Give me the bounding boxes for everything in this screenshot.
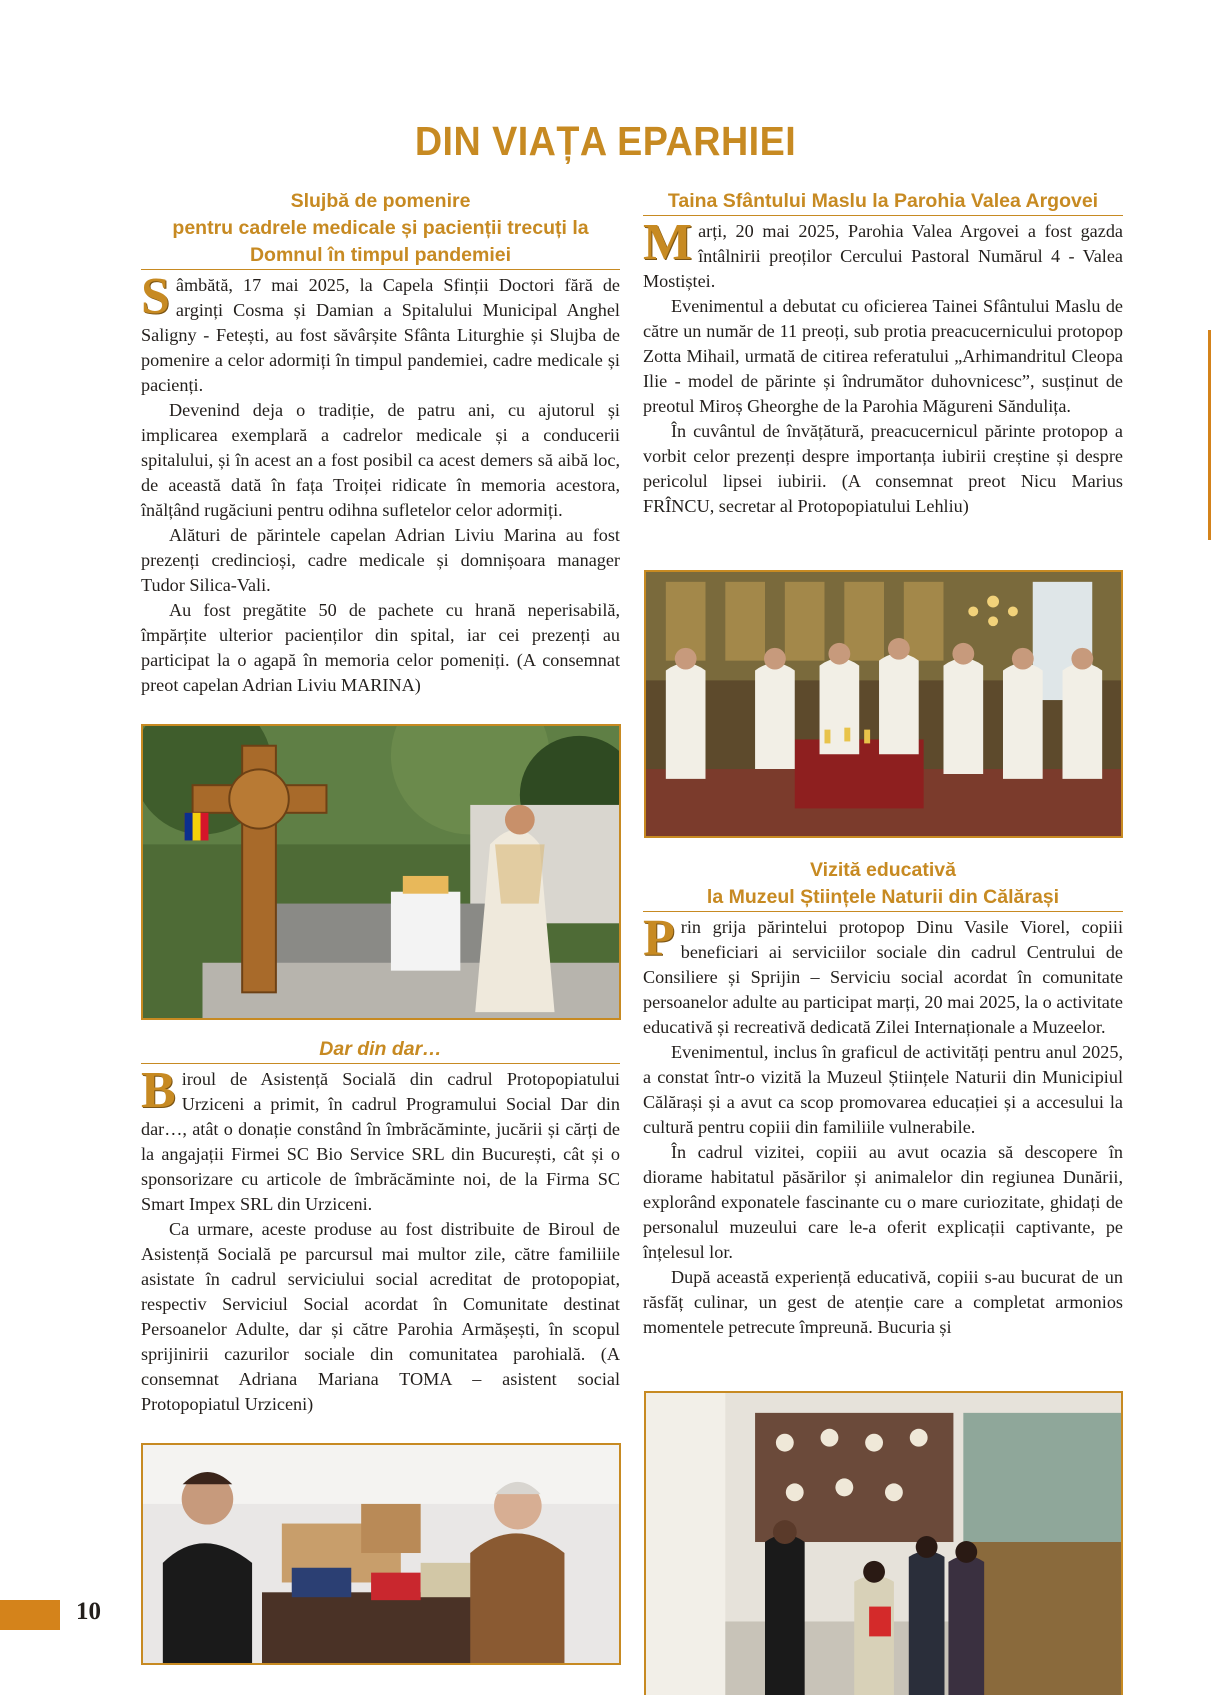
- paragraph: Au fost pregătite 50 de pachete cu hrană neperisabilă, împărțite ulterior pacienților din spital, iar cei prezenți au participat la o agapă în memoria celor pomeniți. (A consemnat preot capelan Adrian Liviu MARINA): [141, 600, 620, 695]
- paragraph: În cadrul vizitei, copiii au avut ocazia să descopere în diorame habitatul păsărilor și animalelor din regiunea Dunării, explorând exponatele fascinante cu o mare curiozitate, ghidați de personalul muzeului care le-a oferit explicații captivante, pe înțelesul lor.: [643, 1142, 1123, 1262]
- title-line: Slujbă de pomenire: [290, 190, 471, 212]
- dropcap: S: [141, 268, 170, 325]
- article-taina-title: Taina Sfântului Maslu la Parohia Valea Argovei: [643, 188, 1123, 216]
- paragraph: După această experiență educativă, copiii s-au bucurat de un răsfăț culinar, un gest de atenție care a completat armonios momentele petrecute împreună. Bucuria și: [643, 1267, 1123, 1337]
- paragraph: Evenimentul a debutat cu oficierea Tainei Sfântului Maslu de către un număr de 11 preoți, sub protia preacucernicului protopop Zotta Mihail, urmată de citirea referatului „Arhimandritul Cleopa Ilie - model de părinte și îndrumător duhovnicesc”, susținut de preotul Miroș Gheorghe de la Parohia Măgureni Săndulița.: [643, 296, 1123, 416]
- paragraph: âmbătă, 17 mai 2025, la Capela Sfinții Doctori fără de arginți Cosma și Damian a Spitalului Municipal Anghel Saligny - Fetești, au fost săvârșite Sfânta Liturghie și Slujba de pomenire a celor adormiți în timpul pandemiei, cadre medicale și pacienți.: [141, 275, 620, 395]
- article-dar-title: Dar din dar…: [141, 1036, 620, 1064]
- dropcap: P: [643, 910, 675, 967]
- paragraph: Alături de părintele capelan Adrian Liviu Marina au fost prezenți credincioși, cadre medicale și domnișoara manager Tudor Silica-Vali.: [141, 525, 620, 595]
- page-title: DIN VIAȚA EPARHIEI: [414, 118, 797, 164]
- title-line: la Muzeul Științele Naturii din Călărași: [706, 886, 1060, 908]
- title-line: pentru cadrele medicale și pacienții trecuți la: [172, 217, 589, 239]
- paragraph: Ca urmare, aceste produse au fost distribuite de Biroul de Asistență Socială pe parcursul mai multor zile, către familiile asistate în cadrul serviciului social acreditat de protopopiat, respectiv Serviciul Social acordat în Comunitate destinat Persoanelor Adulte, dar și către Parohia Armășești, în scopul sprijinirii cazurilor sociale din comunitatea parohială. (A consemnat Adriana Mariana TOMA – asistent social Protopopiatul Urziceni): [141, 1219, 620, 1414]
- photo-muzeu: [644, 1391, 1123, 1695]
- article-taina: [643, 188, 1123, 519]
- article-dar-body: [141, 1062, 620, 1417]
- photo-donatie: [141, 1443, 621, 1665]
- article-vizita-body: [643, 910, 1123, 1340]
- paragraph: arți, 20 mai 2025, Parohia Valea Argovei a fost gazda întâlnirii preoților Cercului Pastoral Numărul 4 - Valea Mostiștei.: [643, 221, 1123, 291]
- photo-troita: [141, 724, 621, 1020]
- paragraph: Devenind deja o tradiție, de patru ani, cu ajutorul și implicarea exemplară a cadrelor medicale și a conducerii spitalului, și în acest an a fost posibil ca acest demers să aibă loc, de această dată în fața Troiței ridicate în memoria acestora, înălțând rugăciuni pentru odihna sufletelor celor adormiți.: [141, 400, 620, 520]
- title-line: Domnul în timpul pandemiei: [249, 244, 512, 266]
- paragraph: rin grija părintelui protopop Dinu Vasile Viorel, copiii beneficiari ai serviciilor sociale din cadrul Centrului de Consiliere și Sprijin – Serviciu social acordat în comunitate persoanelor adulte au participat marți, 20 mai 2025, la o activitate educativă și recreativă dedicată Zilei Internaționale a Muzeelor.: [643, 917, 1123, 1037]
- footer-accent-bar: [0, 1600, 60, 1630]
- article-slujba: [141, 188, 620, 698]
- page-number: 10: [76, 1598, 101, 1625]
- article-vizita: [643, 857, 1123, 1340]
- paragraph: În cuvântul de învățătură, preacucernicul părinte protopop a vorbit celor prezenți despre importanța iubirii creștine și despre pericolul lipsei iubirii. (A consemnat preot Nicu Marius FRÎNCU, secretar al Protopopiatului Lehliu): [643, 421, 1123, 516]
- dropcap: B: [141, 1062, 176, 1119]
- article-slujba-title: [141, 188, 620, 270]
- photo-biserica: [644, 570, 1123, 838]
- paragraph: iroul de Asistență Socială din cadrul Protopopiatului Urziceni a primit, în cadrul Programului Social Dar din dar…, atât o donație constând în îmbrăcăminte, jucării și cărți de la angajații Firmei SC Bio Service SRL din București, cât și o sponsorizare cu articole de îmbrăcăminte noi, de la Firma SC Smart Impex SRL din Urziceni.: [141, 1069, 620, 1214]
- article-dar: [141, 1036, 620, 1417]
- article-taina-body: [643, 214, 1123, 519]
- title-line: Vizită educativă: [810, 859, 956, 881]
- dropcap: M: [643, 214, 693, 271]
- article-vizita-title: [643, 857, 1123, 912]
- article-slujba-body: [141, 268, 620, 698]
- paragraph: Evenimentul, inclus în graficul de activități pentru anul 2025, a constat într-o vizită la Muzeul Științele Naturii din Municipiul Călărași și a avut ca scop promovarea educației și a accesului la cultură pentru copiii din familiile vulnerabile.: [643, 1042, 1123, 1137]
